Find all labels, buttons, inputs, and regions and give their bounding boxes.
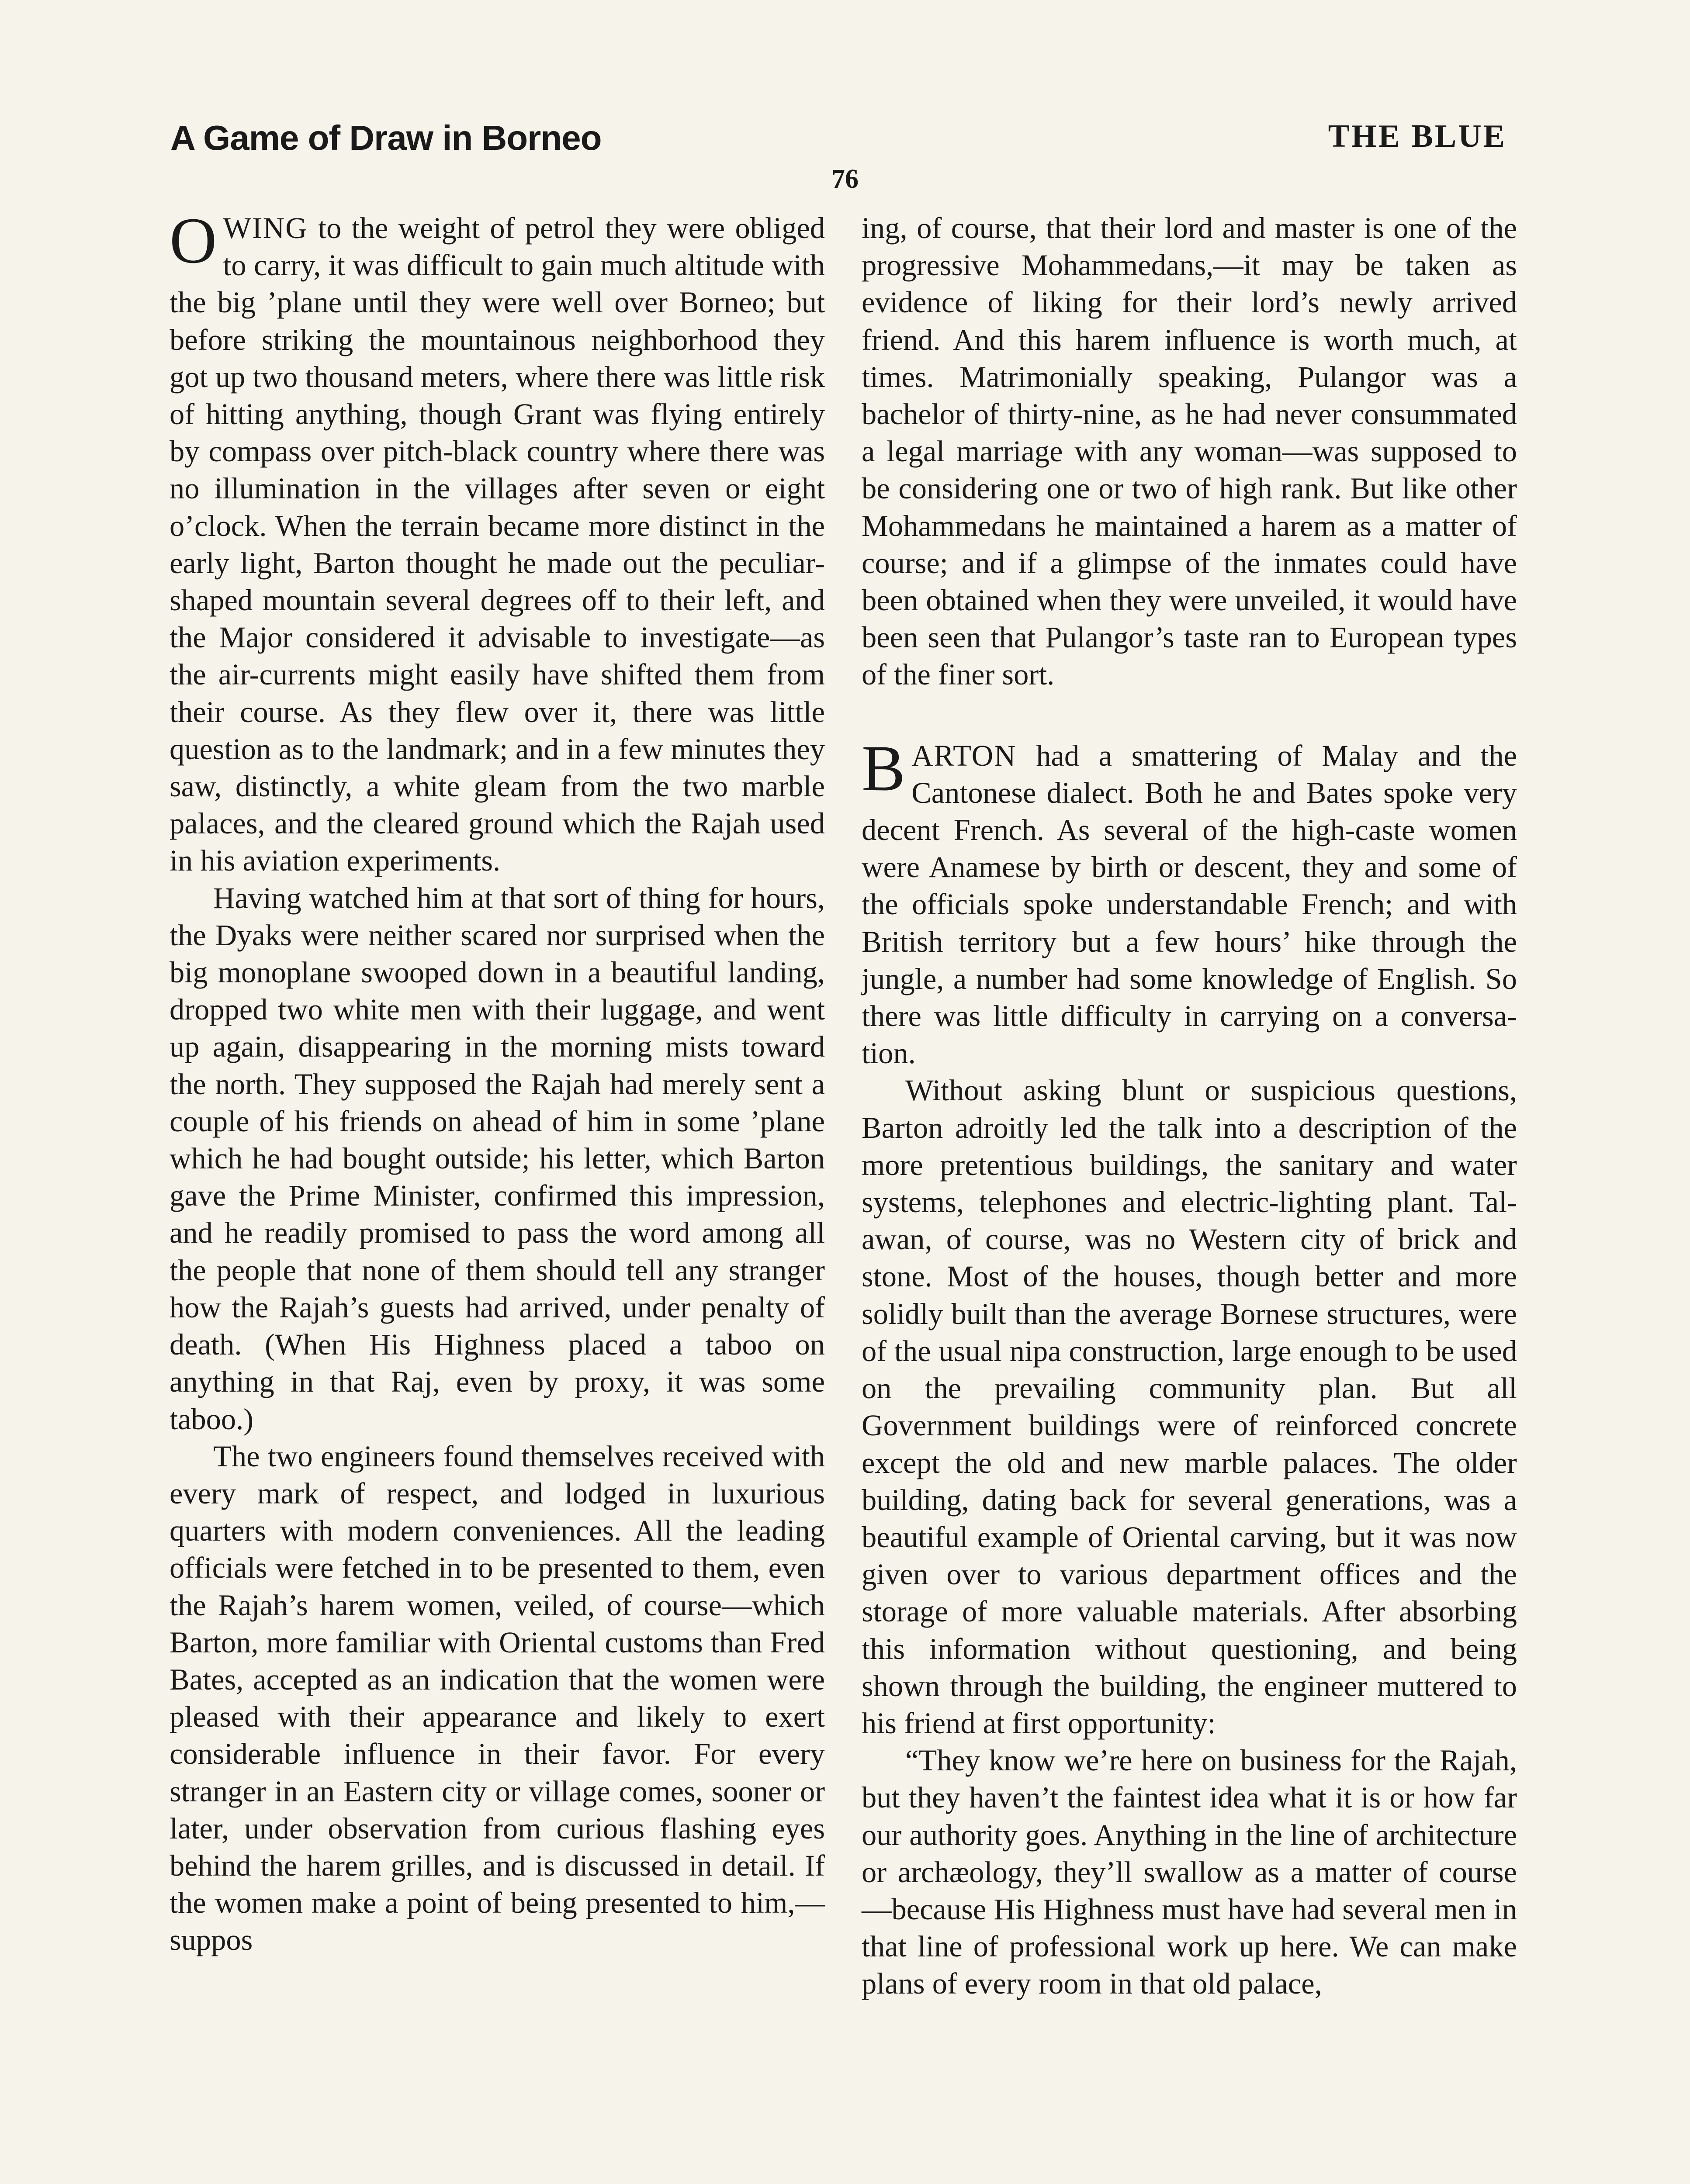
paragraph-dialogue: “They know we’re here on business for the Rajah, but they haven’t the faintest idea what it is or how far our authority goes. Anything in the line of architecture or archæology, they’ll swallow as a matter of course—because His Highness must have had several men in that line of professional work up here. We can make plans of every room in that old palace,	[862, 1744, 1517, 2001]
paragraph-2: Having watched him at that sort of thing for hours, the Dyaks were neither scared nor surprised when the big monoplane swooped down in a beautiful landing, dropped two white men with their luggage, and went up again, disappearing in the morning mists toward the north. They supposed the Rajah had merely sent a couple of his friends on ahead of him in some ’plane which he had bought outside; his letter, which Barton gave the Prime Minister, confirmed this impression, and he readily promised to pass the word among all the people that none of them should tell any stranger how the Rajah’s guests had arrived, under penalty of death. (When His Highness placed a taboo on anything in that Raj, even by proxy, it was some taboo.)	[170, 881, 825, 1436]
right-column	[862, 210, 1517, 2003]
story-title: A Game of Draw in Borneo	[170, 118, 602, 157]
paragraph-section-start	[862, 732, 1517, 1072]
left-column	[170, 204, 825, 1959]
drop-cap: O	[170, 204, 217, 277]
paragraph-1	[170, 204, 825, 880]
paragraph-description: Without asking blunt or suspicious questions, Barton adroitly led the talk into a description of the more pretentious buildings, the sanitary and water systems, telephones and electric-lighting plant. Talawan, of course, was no Western city of brick and stone. Most of the houses, though better and more solidly built than the average Bornese structures, were of the usual nipa construction, large enough to be used on the prevailing community plan. But all Government buildings were of reinforced concrete except the old and new marble palaces. The older building, dating back for several generations, was a beautiful example of Oriental carving, but it was now given over to various department offices and the storage of more valuable materials. After absorbing this information without questioning, and being shown through the building, the engineer muttered to his friend at first opportunity:	[862, 1074, 1517, 1740]
lead-word: WING	[223, 211, 308, 245]
lead-word: ARTON	[911, 739, 1017, 772]
paragraph-text: had a smattering of Malay and the Cantonese dialect. Both he and Bates spoke very decent French. As several of the high-caste women were Anamese by birth or descent, they and some of the officials spoke understandable French; and with British territory but a few hours’ hike through the jungle, a number had some knowledge of English. So there was little difficulty in carrying on a conversation.	[862, 739, 1517, 1070]
page-number: 76	[831, 164, 859, 194]
drop-cap: B	[862, 732, 906, 805]
paragraph-text: to the weight of petrol they were obliged to carry, it was difficult to gain much altitude with the big ’plane until they were well over Borneo; but before striking the mountainous neighborhood they got up two thousand meters, where there was little risk of hitting anything, though Grant was flying entirely by compass over pitch-black country where there was no illumination in the villages after seven or eight o’clock. When the terrain became more distinct in the early light, Barton thought he made out the peculiar-shaped mountain several degrees off to their left, and the Major considered it advisable to investigate—as the air-currents might easily have shifted them from their course. As they flew over it, there was little question as to the landmark; and in a few minutes they saw, distinctly, a white gleam from the two marble palaces, and the cleared ground which the Rajah used in his aviation experiments.	[170, 211, 825, 878]
paragraph-3: The two engineers found themselves received with every mark of respect, and lodged in luxurious quarters with modern conveniences. All the leading officials were fetched in to be presented to them, even the Rajah’s harem women, veiled, of course—which Barton, more familiar with Oriental customs than Fred Bates, accepted as an indication that the women were pleased with their appearance and likely to exert considerable influence in their favor. For every stranger in an Eastern city or village comes, sooner or later, under observation from curious flashing eyes behind the harem grilles, and is discussed in detail. If the women make a point of being presented to him,—suppos	[170, 1439, 825, 1957]
magazine-name: THE BLUE	[1328, 118, 1506, 154]
section-break	[862, 694, 1517, 737]
paragraph-continued: ing, of course, that their lord and master is one of the progressive Mohammedans,—it may be taken as evidence of liking for their lord’s newly arrived friend. And this harem influence is worth much, at times. Matrimonially speaking, Pulangor was a bachelor of thirty-nine, as he had never consummated a legal marriage with any woman—was supposed to be considering one or two of high rank. But like other Mohammedans he maintained a harem as a matter of course; and if a glimpse of the inmates could have been obtained when they were unveiled, it would have been seen that Pulangor’s taste ran to European types of the finer sort.	[862, 211, 1517, 691]
